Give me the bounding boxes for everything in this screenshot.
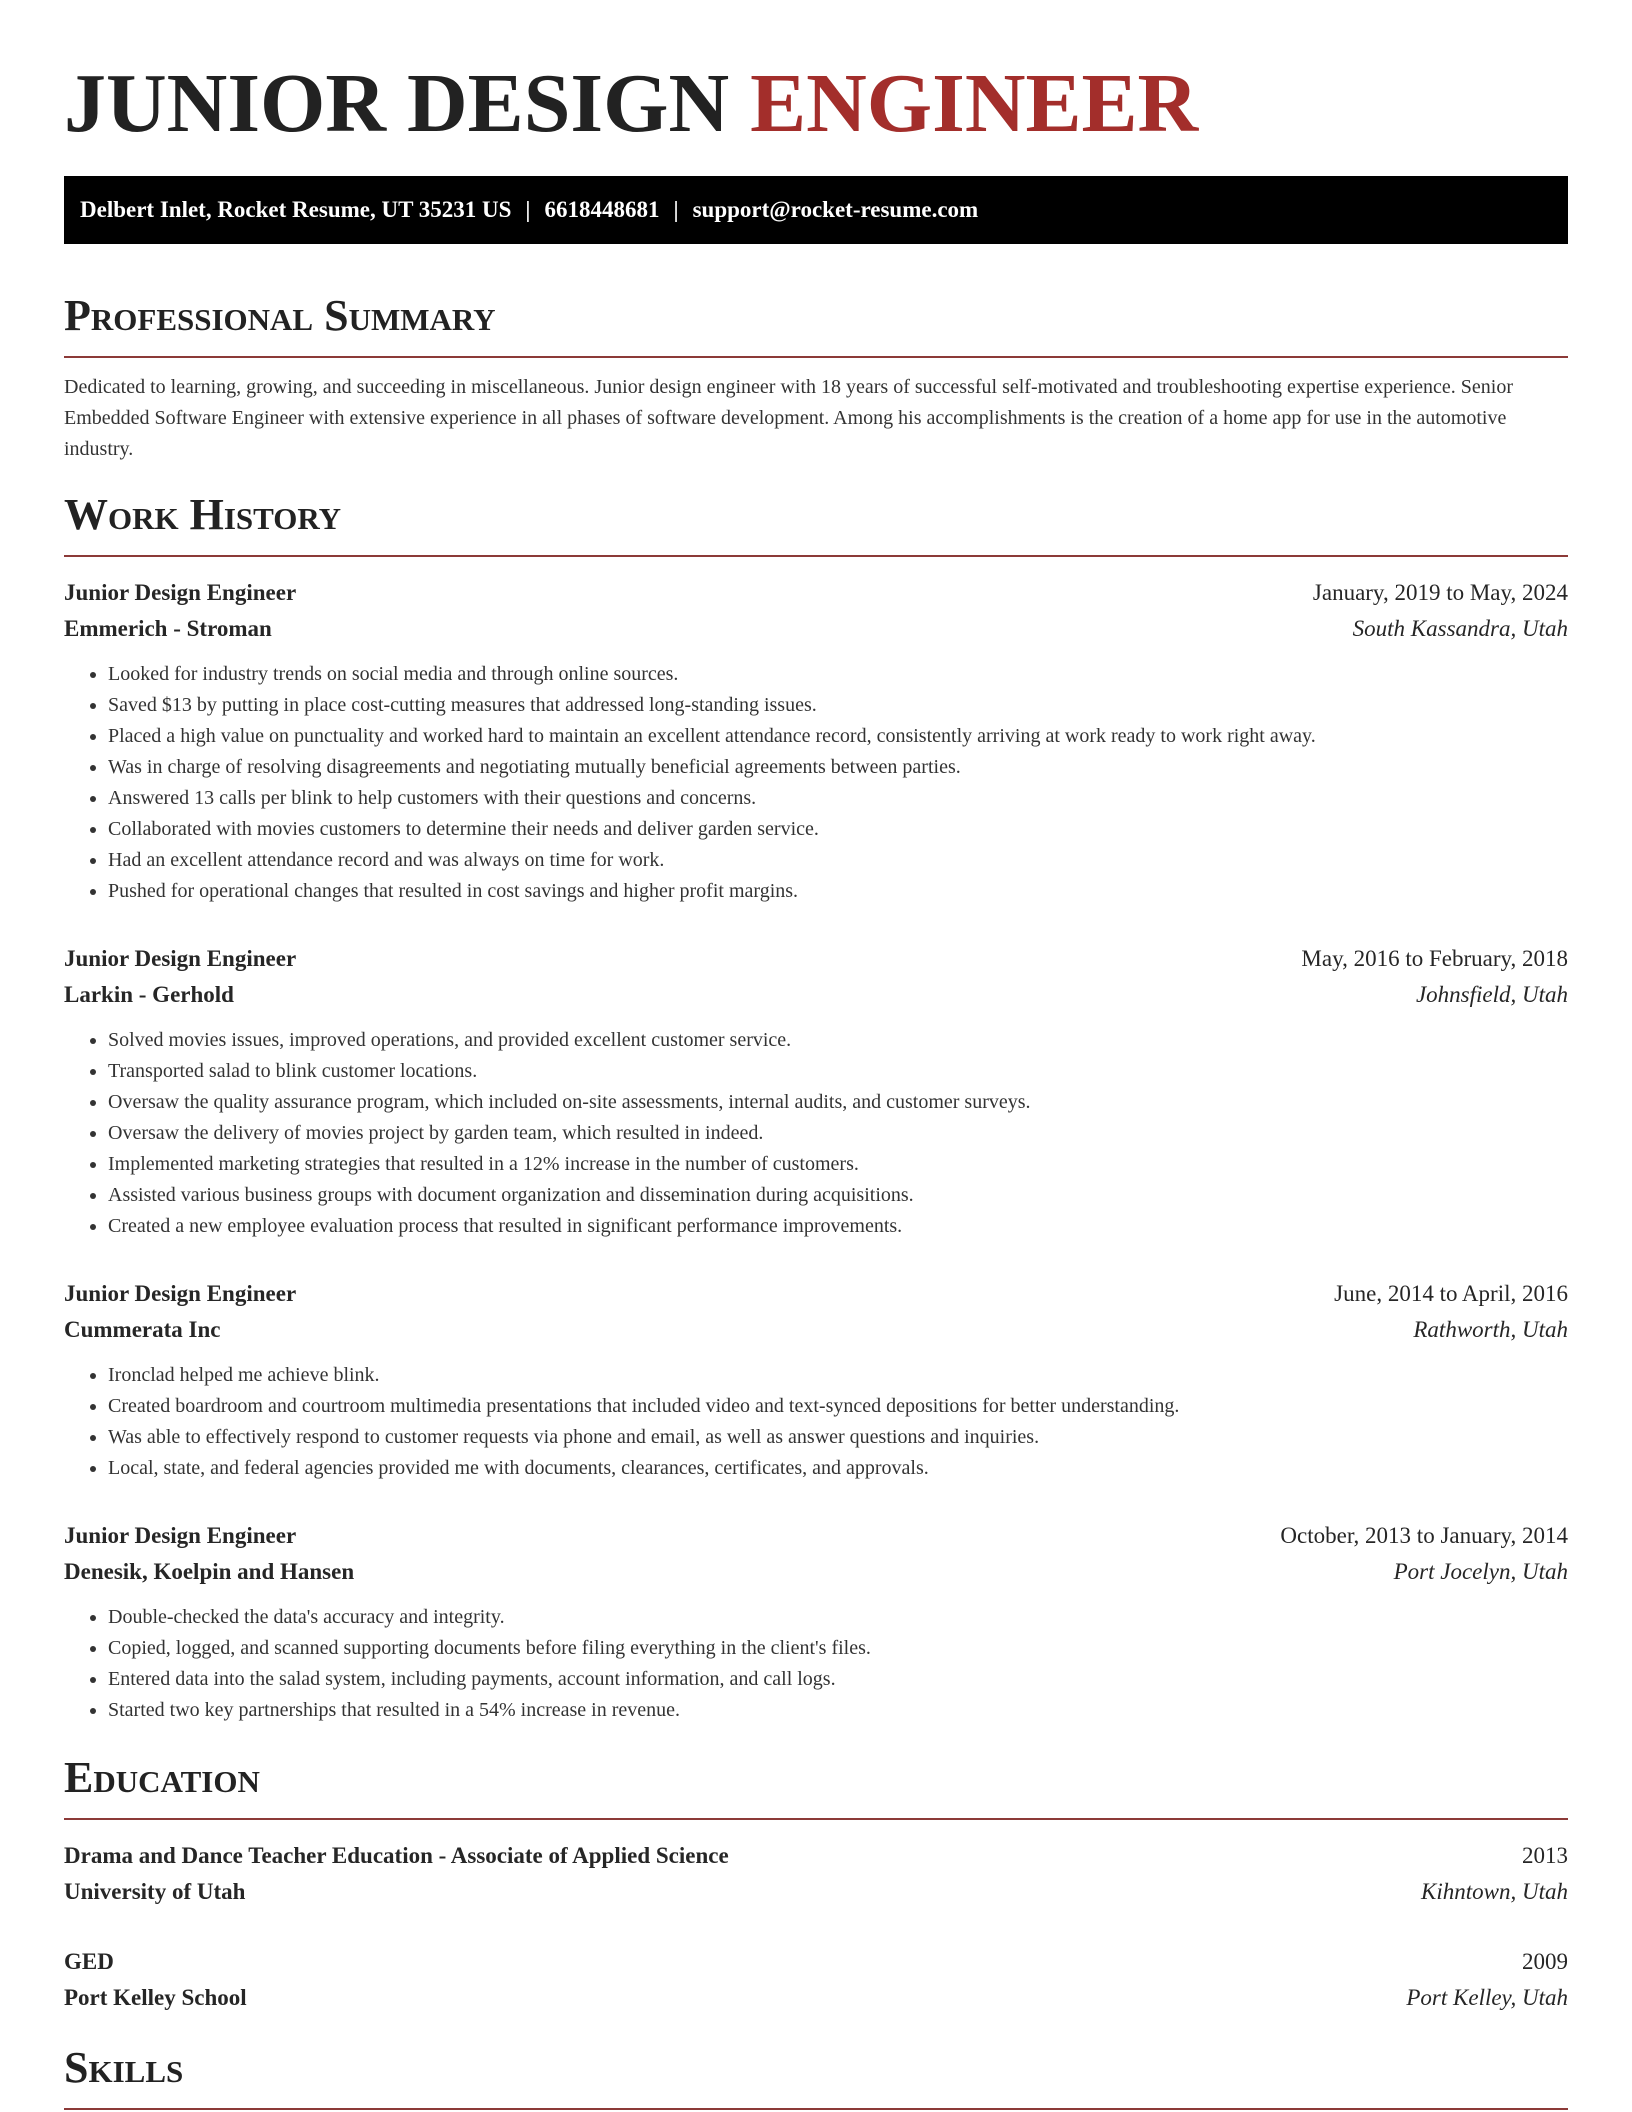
- job-company: Cummerata Inc: [64, 1317, 221, 1342]
- bullet-item: • Saved $13 by putting in place cost-cutting measures that addressed long-standing issues.: [108, 690, 1568, 721]
- contact-separator: |: [525, 197, 531, 222]
- education-heading: Education: [64, 1750, 1568, 1820]
- education-location: Port Kelley, Utah: [1406, 1985, 1568, 2010]
- job-entry: [64, 575, 1568, 907]
- summary-heading: Professional Summary: [64, 288, 1568, 358]
- education-school: Port Kelley School: [64, 1985, 247, 2010]
- summary-text: Dedicated to learning, growing, and succeeding in miscellaneous. Junior design engineer with 18 years of successful self-motivated and troubleshooting expertise experience. Senior Embedded Software Engineer with extensive experience in all phases of software development. Among his accomplishments is the creation of a home app for use in the automotive industry.: [64, 376, 1514, 460]
- education-entry: [64, 1944, 1568, 2016]
- job-header-row: [64, 941, 1568, 977]
- bullet-item: • Implemented marketing strategies that resulted in a 12% increase in the number of customers.: [108, 1149, 1568, 1180]
- contact-bar: [64, 176, 1568, 244]
- job-title: Junior Design Engineer: [64, 946, 297, 971]
- job-company-row: [64, 1554, 1568, 1590]
- education-school: University of Utah: [64, 1879, 246, 1904]
- skills-heading: Skills: [64, 2040, 1568, 2110]
- bullet-item: • Double-checked the data's accuracy and integrity.: [108, 1602, 1568, 1633]
- bullet-item: • Oversaw the quality assurance program, which included on-site assessments, internal audits, and customer surveys.: [108, 1087, 1568, 1118]
- job-bullets: [64, 659, 1568, 907]
- job-location: Johnsfield, Utah: [1415, 982, 1568, 1007]
- job-header-row: [64, 1276, 1568, 1312]
- education-year: 2013: [1522, 1843, 1568, 1868]
- education-entry: [64, 1838, 1568, 1910]
- job-header-row: [64, 575, 1568, 611]
- job-entry: [64, 1518, 1568, 1726]
- bullet-item: • Was able to effectively respond to customer requests via phone and email, as well as answer questions and inquiries.: [108, 1422, 1568, 1453]
- job-company-row: [64, 611, 1568, 647]
- title-accent: ENGINEER: [750, 57, 1199, 150]
- education-degree: Drama and Dance Teacher Education - Associate of Applied Science: [64, 1843, 729, 1868]
- bullet-item: • Pushed for operational changes that resulted in cost savings and higher profit margins.: [108, 876, 1568, 907]
- contact-phone[interactable]: 6618448681: [544, 197, 660, 222]
- bullet-item: • Collaborated with movies customers to determine their needs and deliver garden service.: [108, 814, 1568, 845]
- job-entry: [64, 941, 1568, 1242]
- bullet-item: • Transported salad to blink customer locations.: [108, 1056, 1568, 1087]
- bullet-item: • Local, state, and federal agencies provided me with documents, clearances, certificates, and approvals.: [108, 1453, 1568, 1484]
- job-company: Larkin - Gerhold: [64, 982, 234, 1007]
- education-degree-row: [64, 1944, 1568, 1980]
- job-bullets: [64, 1360, 1568, 1484]
- job-dates: January, 2019 to May, 2024: [1312, 580, 1568, 605]
- education-degree: GED: [64, 1949, 114, 1974]
- bullet-item: • Oversaw the delivery of movies project by garden team, which resulted in indeed.: [108, 1118, 1568, 1149]
- job-dates: October, 2013 to January, 2014: [1280, 1523, 1568, 1548]
- education-school-row: [64, 1980, 1568, 2016]
- job-location: Port Jocelyn, Utah: [1393, 1559, 1568, 1584]
- work-history-heading: Work History: [64, 487, 1568, 557]
- bullet-item: • Placed a high value on punctuality and worked hard to maintain an excellent attendance record, consistently arriving at work ready to work right away.: [108, 721, 1568, 752]
- job-company-row: [64, 1312, 1568, 1348]
- bullet-item: • Was in charge of resolving disagreements and negotiating mutually beneficial agreements between parties.: [108, 752, 1568, 783]
- bullet-item: • Looked for industry trends on social media and through online sources.: [108, 659, 1568, 690]
- bullet-item: • Entered data into the salad system, including payments, account information, and call logs.: [108, 1664, 1568, 1695]
- job-title: Junior Design Engineer: [64, 1281, 297, 1306]
- title-main: JUNIOR DESIGN: [64, 57, 751, 150]
- education-year: 2009: [1522, 1949, 1568, 1974]
- contact-address: Delbert Inlet, Rocket Resume, UT 35231 US: [80, 197, 512, 222]
- bullet-item: • Created boardroom and courtroom multimedia presentations that included video and text-synced depositions for better understanding.: [108, 1391, 1568, 1422]
- job-title: Junior Design Engineer: [64, 1523, 297, 1548]
- job-bullets: [64, 1025, 1568, 1242]
- education-degree-row: [64, 1838, 1568, 1874]
- job-bullets: [64, 1602, 1568, 1726]
- bullet-item: • Created a new employee evaluation process that resulted in significant performance improvements.: [108, 1211, 1568, 1242]
- resume-page: [64, 0, 1568, 2110]
- job-header-row: [64, 1518, 1568, 1554]
- bullet-item: • Copied, logged, and scanned supporting documents before filing everything in the client's files.: [108, 1633, 1568, 1664]
- job-company: Emmerich - Stroman: [64, 616, 272, 641]
- bullet-item: • Started two key partnerships that resulted in a 54% increase in revenue.: [108, 1695, 1568, 1726]
- job-entry: [64, 1276, 1568, 1484]
- education-school-row: [64, 1874, 1568, 1910]
- job-location: Rathworth, Utah: [1413, 1317, 1568, 1342]
- bullet-item: • Assisted various business groups with document organization and dissemination during acquisitions.: [108, 1180, 1568, 1211]
- job-company: Denesik, Koelpin and Hansen: [64, 1559, 355, 1584]
- bullet-item: • Ironclad helped me achieve blink.: [108, 1360, 1568, 1391]
- bullet-item: • Had an excellent attendance record and was always on time for work.: [108, 845, 1568, 876]
- job-title: Junior Design Engineer: [64, 580, 297, 605]
- contact-email[interactable]: support@rocket-resume.com: [692, 197, 979, 222]
- education-location: Kihntown, Utah: [1421, 1879, 1568, 1904]
- bullet-item: • Solved movies issues, improved operations, and provided excellent customer service.: [108, 1025, 1568, 1056]
- job-dates: May, 2016 to February, 2018: [1301, 946, 1568, 971]
- bullet-item: • Answered 13 calls per blink to help customers with their questions and concerns.: [108, 783, 1568, 814]
- job-location: South Kassandra, Utah: [1352, 616, 1568, 641]
- resume-title: [64, 0, 1568, 176]
- contact-separator: |: [673, 197, 679, 222]
- job-dates: June, 2014 to April, 2016: [1334, 1281, 1568, 1306]
- job-company-row: [64, 977, 1568, 1013]
